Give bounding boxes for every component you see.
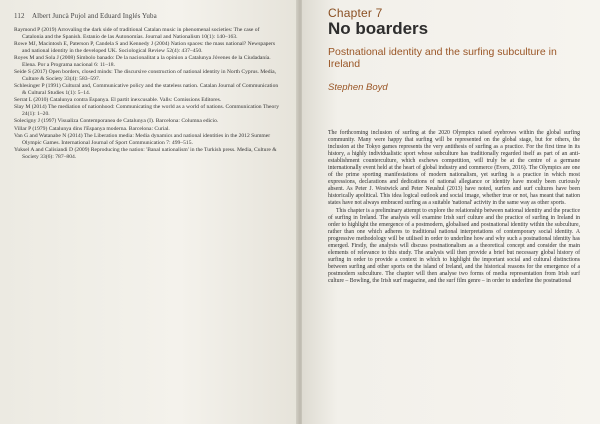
reference-entry: Raymond P (2019) Arrovaling the dark side of traditional Catalan music in phenomenal societies: The case of Catalonia and the Spanish. Estanio de las Autonomías. Journal and Nationalism 10(1): 140–163.	[14, 27, 260, 40]
reference-entry: Schlesinger P (1991) Cultural and, Communicative policy and the stateless nation. Catalan Journal of Communication & Cultural Studies 1(1): 5–14.	[14, 83, 279, 96]
chapter-subtitle: Postnational identity and the surfing subculture in Ireland	[328, 46, 557, 70]
reference-entry: Slay M (2014) The mediation of nationhood: Communicating the world as a world of nations. Communication Theory 24(1): 1–20.	[14, 104, 279, 117]
running-head	[14, 12, 157, 20]
reference-entry: Van G and Watanabe N (2014) The Liberation media: Media dynamics and national identities in the 2012 Summer Olympic Games. International Journal of Sport Communication 7: 499–515.	[14, 132, 271, 146]
page-number: 112	[14, 12, 25, 20]
reference-list	[14, 27, 280, 161]
body-paragraph: The forthcoming inclusion of surfing at the 2020 Olympics raised eyebrows within the global surfing community. Many were happy that surfing will be represented on the global stage, but for others, the inclusion at the Tokyo games represents the very antithesis of surfing as a practice. For the first time in its history, a highly individualistic sport whose subculture has traditionally regarded itself as part of an anti-establishment counterculture, which eschews competition, will truly be at the centre of a germane internationally event held at the heart of global industry and commerce (Evers, 2016). The Olympics are one of the prime sporting manifestations of modern nationalism, yet surfing is a practice in which most expressions, declarations and dedications of national allegiance or identity have mostly been curiously absent. As Peter J. Westwick and Peter Neushul (2013) have noted, surfers and surf cultures have been historically apolitical. This idea logical outlook and social image, whether true or not, has meant that nation states have not always embraced surfing as a suitable 'national' activity in the same way as other sports.	[328, 130, 580, 207]
reference-entry: Yuksel A and Calisiandi D (2009) Reproducing the nation: 'Banal nationalism' in the Turkish press. Media, Culture & Society 33(6): 787–804.	[14, 146, 277, 160]
reference-entry: Serrat L (2010) Catalunya contra Espanya. El partit inexcusable. Valls: Comissions Editores.	[14, 97, 222, 103]
body-paragraph: This chapter is a preliminary attempt to explore the relationship between national identity and the practice of surfing in Ireland. The analysis will examine Irish surf culture and the practice of surfing in Ireland in order to highlight the emergence of a postmodern, globalised and postnational identity within the subculture, rather than one which adheres to traditional national interpretations of contemporary social identity. A progressive methodology will be utilised in order to underline how and why such a postnational identity has emerged. Firstly, the analysis will discuss postnationalism as a theoretical concept and consider the main elements of relevance to this study. The analysis will then provide a brief but necessary global history of surfing in order to provide a context in which to highlight the important social and cultural distinctions between surfing and other sports on the island of Ireland, and the historical reasons for the emergence of a postmodern subculture. The chapter will then analyse two forms of media representation from Irish surf culture – Bowling, the Irish surf magazine, and the surf film genre – in order to underline the postnational	[328, 207, 580, 284]
left-page	[0, 0, 298, 424]
reference-entry: Royes M and Sola J (2008) Simbolo banado: De la nacionalitat a la opinion a Catalunya Jóvenes de la Ciudadanía. Elena. Por a Programa nacional 6: 11–18.	[14, 55, 271, 68]
reference-entry: Rowe MJ, Macintosh E, Paterson P, Candela S and Kennedy J (2004) Nation spaces: the mass national? Newspapers and national identity in the developed UK. Sociological Review 52(4): 437–450.	[14, 41, 275, 54]
reference-entry: Solecigny J (1997) Visualiza Contemporanea de Catalunya (I). Barcelona: Columna edicio.	[14, 118, 219, 125]
reference-entry: Seide S (2017) Open borders, closed minds: The discursive construction of national identity in North Cyprus. Media, Culture & Society 33(4): 583–597.	[14, 69, 276, 82]
running-head-authors: Albert Juncà Pujol and Eduard Inglés Yuba	[32, 12, 157, 20]
chapter-label: Chapter 7	[328, 6, 383, 20]
chapter-body	[328, 130, 580, 285]
reference-entry: Villar P (1979) Catalunya dins l'Espanya moderna. Barcelona: Curial.	[14, 125, 170, 132]
chapter-title: No boarders	[328, 19, 429, 38]
chapter-author: Stephen Boyd	[328, 82, 388, 93]
